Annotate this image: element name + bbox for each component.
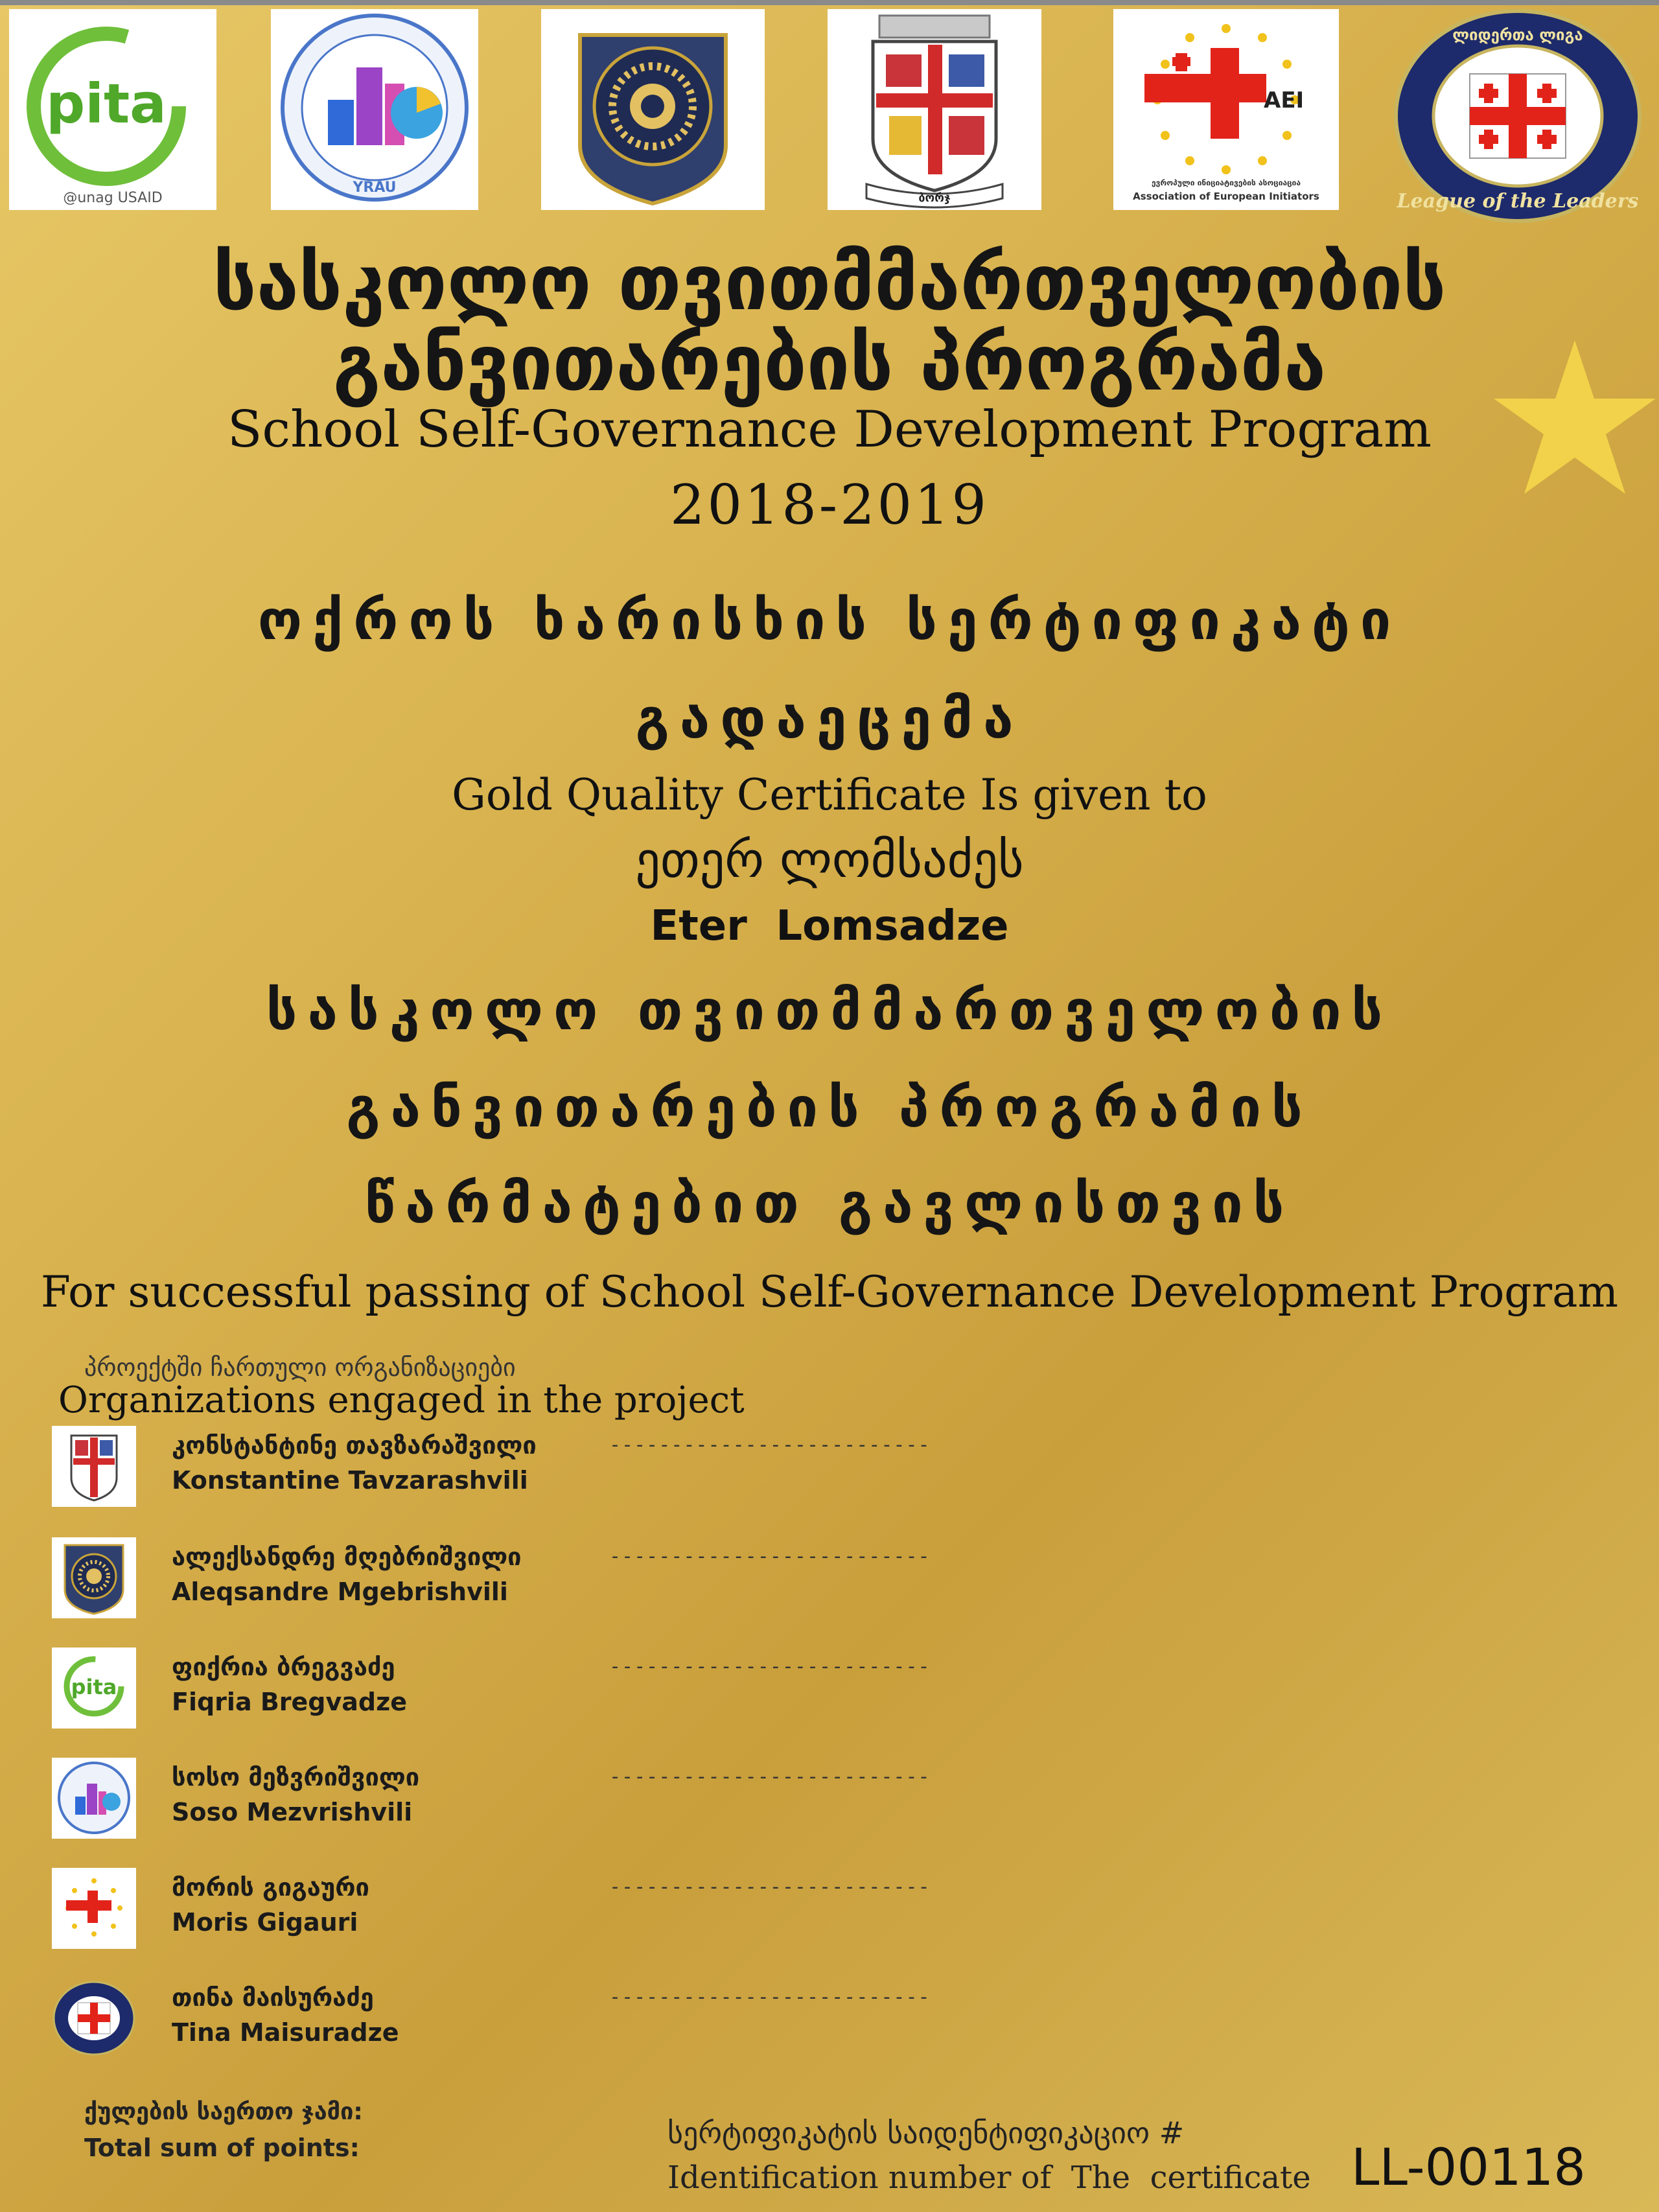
org-name-english: Aleqsandre Mgebrishvili	[172, 1578, 508, 1606]
league-of-leaders-logo	[52, 1978, 136, 2059]
svg-text:Association of European Initia: Association of European Initiators	[1133, 191, 1319, 202]
signature-line: --------------------------	[609, 1434, 931, 1456]
org-name-geo: მორის გიგაური	[172, 1873, 369, 1902]
certificate-id-label-geo: სერტიფიკატის საიდენტიფიკაციო #	[667, 2115, 1185, 2150]
municipality-coat-of-arms	[52, 1426, 136, 1507]
svg-text:pita: pita	[46, 72, 167, 135]
program-title-geo-line2: განვითარების პროგრამა	[332, 318, 1327, 408]
svg-text:ევროპული ინიციატივების ასოციაც: ევროპული ინიციატივების ასოციაცია	[1152, 178, 1301, 187]
org-name-geo: თინა მაისურაძე	[172, 1983, 374, 2012]
signature-line: --------------------------	[609, 1876, 931, 1898]
program-years: 2018-2019	[670, 473, 989, 537]
total-points-label-geo: ქულების საერთო ჯამი:	[84, 2099, 363, 2125]
certificate-id-label-english: Identification number of The certificate	[667, 2160, 1311, 2196]
municipality-coat-of-arms	[828, 9, 1041, 210]
recipient-name-english: Eter Lomsadze	[650, 902, 1009, 950]
pita-logo	[52, 1647, 136, 1729]
org-name-geo: ფიქრია ბრეგვაძე	[172, 1653, 395, 1681]
reason-geo-line2: განვითარების პროგრამის	[346, 1076, 1313, 1139]
program-title-english: School Self-Governance Development Program	[227, 401, 1432, 459]
org-name-english: Fiqria Bregvadze	[172, 1688, 408, 1716]
org-name-geo: ალექსანდრე მღებრიშვილი	[172, 1543, 522, 1571]
org-row-3	[52, 1647, 959, 1738]
organizations-heading-english: Organizations engaged in the project	[58, 1379, 745, 1421]
signature-line: --------------------------	[609, 1545, 931, 1568]
top-border-line	[0, 0, 1659, 5]
signature-line: --------------------------	[609, 1655, 931, 1678]
org-name-english: Soso Mezvrishvili	[172, 1798, 413, 1826]
org-name-english: Tina Maisuradze	[172, 2018, 399, 2047]
org-row-2	[52, 1537, 959, 1628]
yrau-logo	[271, 9, 478, 210]
svg-text:AEI: AEI	[1264, 87, 1305, 113]
org-name-english: Konstantine Tavzarashvili	[172, 1466, 528, 1495]
reason-geo-line3: წარმატებით გავლისთვის	[364, 1172, 1295, 1235]
svg-text:pita: pita	[71, 1675, 117, 1699]
pita-logo	[9, 9, 216, 210]
svg-text:YRAU: YRAU	[353, 180, 397, 196]
organizations-heading-geo: პროექტში ჩართული ორგანიზაციები	[84, 1353, 516, 1382]
org-name-geo: კონსტანტინე თავზარაშვილი	[172, 1431, 537, 1460]
certificate-id-value: LL-00118	[1351, 2139, 1586, 2197]
org-name-geo: სოსო მეზვრიშვილი	[172, 1763, 420, 1791]
seal-logo	[52, 1537, 136, 1618]
award-english: Gold Quality Certificate Is given to	[452, 770, 1207, 820]
aei-logo	[1113, 9, 1339, 210]
org-name-english: Moris Gigauri	[172, 1908, 358, 1937]
aei-logo	[52, 1868, 136, 1949]
award-title-geo-line2: გადაეცემა	[635, 687, 1024, 751]
svg-text:@unag USAID: @unag USAID	[63, 190, 163, 206]
org-row-1	[52, 1426, 959, 1517]
yrau-logo	[52, 1758, 136, 1839]
signature-line: --------------------------	[609, 1765, 931, 1788]
org-row-4	[52, 1758, 959, 1848]
gold-star-icon	[1491, 337, 1659, 499]
signature-line: --------------------------	[609, 1986, 931, 2008]
svg-text:ბორჯ: ბორჯ	[918, 191, 951, 205]
program-title-geo-line1: სასკოლო თვითმმართველობის	[213, 238, 1446, 327]
reason-geo-line1: სასკოლო თვითმმართველობის	[266, 979, 1393, 1042]
org-row-6	[52, 1978, 959, 2069]
league-of-leaders-logo	[1393, 9, 1643, 223]
seal-logo	[541, 9, 765, 210]
svg-text:League of the Leaders: League of the Leaders	[1397, 190, 1639, 213]
reason-english: For successful passing of School Self-Governance Development Program	[40, 1267, 1619, 1317]
svg-text:ლიდერთა ლიგა: ლიდერთა ლიგა	[1452, 26, 1583, 44]
award-title-geo-line1: ოქროს ხარისხის სერტიფიკატი	[257, 588, 1402, 652]
total-points-label-english: Total sum of points:	[84, 2134, 360, 2162]
org-row-5	[52, 1868, 959, 1959]
recipient-name-geo: ეთერ ლომსაძეს	[635, 831, 1024, 889]
